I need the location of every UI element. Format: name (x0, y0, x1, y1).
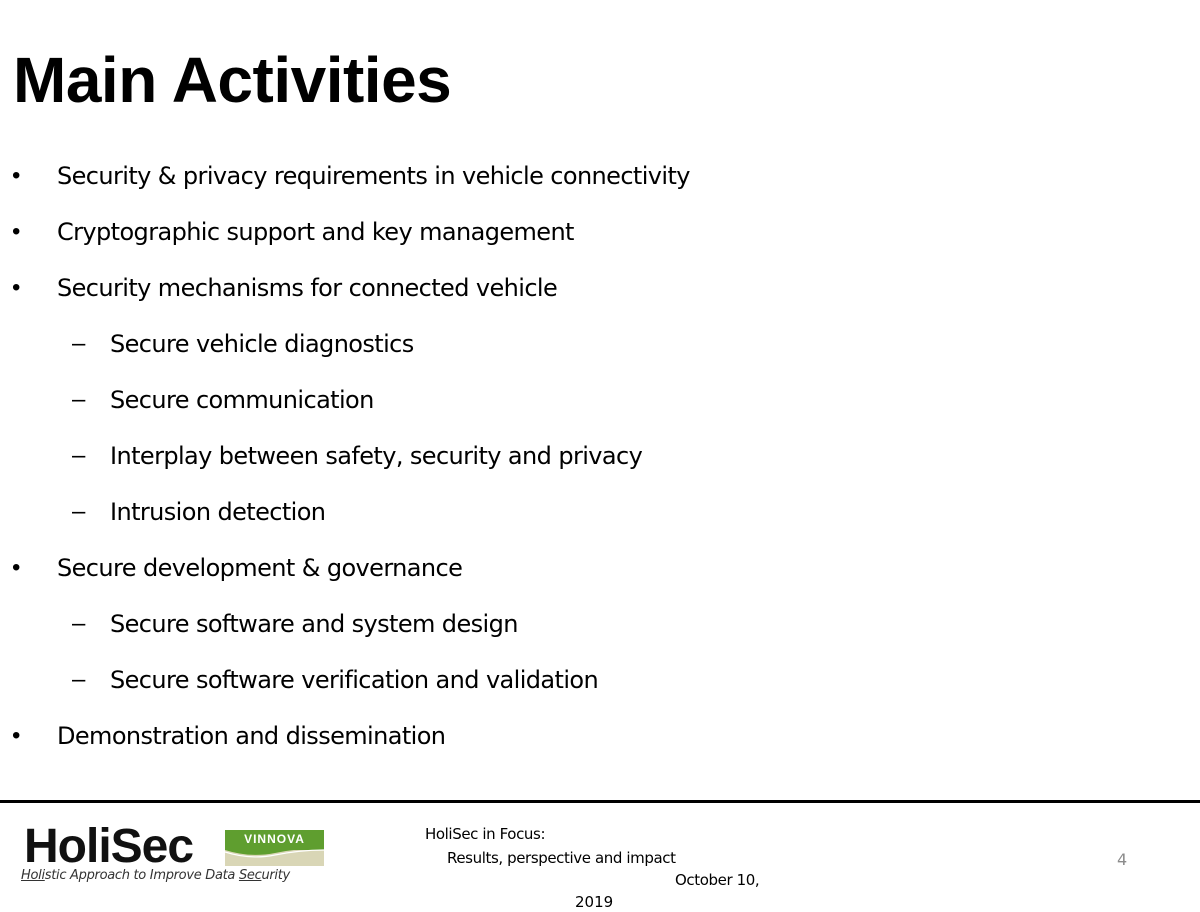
bullet-item (0, 204, 1200, 260)
footer-event-line2: Results, perspective and impact (447, 849, 676, 867)
footer-date: October 10, (675, 871, 760, 889)
vinnova-logo-wave (225, 844, 324, 866)
bullet-text: Security & privacy requirements in vehicle connectivity (57, 162, 690, 190)
bullet-item (0, 148, 1200, 204)
slide-title: Main Activities (13, 44, 452, 116)
en-dash-icon: – (72, 330, 85, 357)
footer-date-year: 2019 (575, 893, 614, 911)
sub-bullet-item (0, 428, 1200, 484)
bullet-text: Interplay between safety, security and privacy (110, 442, 643, 470)
page-number: 4 (1117, 850, 1128, 869)
en-dash-icon: – (72, 498, 85, 525)
tagline-part3: Sec (238, 868, 262, 883)
vinnova-logo-text: VINNOVA (244, 832, 305, 846)
sub-bullet-item (0, 596, 1200, 652)
footer-event-line1: HoliSec in Focus: (425, 825, 546, 843)
sub-bullet-item (0, 484, 1200, 540)
bullet-item (0, 540, 1200, 596)
tagline-part1: Holi (21, 868, 45, 883)
sub-bullet-item (0, 316, 1200, 372)
footer-event-text (425, 822, 676, 870)
bullet-item (0, 260, 1200, 316)
bullet-text: Intrusion detection (110, 498, 326, 526)
sub-bullet-item (0, 372, 1200, 428)
bullet-text: Secure vehicle diagnostics (110, 330, 414, 358)
en-dash-icon: – (72, 442, 85, 469)
bullet-text: Demonstration and dissemination (57, 722, 446, 750)
holisec-logo: HoliSec (24, 820, 194, 873)
bullet-text: Secure communication (110, 386, 374, 414)
bullet-text: Secure software and system design (110, 610, 518, 638)
tagline-part2: stic Approach to Improve Data (44, 868, 239, 883)
bullet-text: Secure development & governance (57, 554, 463, 582)
en-dash-icon: – (72, 610, 85, 637)
tagline-part4: urity (261, 868, 290, 883)
bullet-dot-icon: • (12, 722, 20, 749)
bullet-list (0, 148, 1200, 764)
bullet-text: Security mechanisms for connected vehicle (57, 274, 558, 302)
en-dash-icon: – (72, 386, 85, 413)
en-dash-icon: – (72, 666, 85, 693)
bullet-item (0, 708, 1200, 764)
bullet-dot-icon: • (12, 218, 20, 245)
sub-bullet-item (0, 652, 1200, 708)
project-tagline (21, 868, 290, 883)
bullet-dot-icon: • (12, 274, 20, 301)
vinnova-logo (225, 830, 324, 866)
bullet-text: Secure software verification and validation (110, 666, 599, 694)
bullet-dot-icon: • (12, 162, 20, 189)
bullet-dot-icon: • (12, 554, 20, 581)
footer-divider (0, 800, 1200, 803)
bullet-text: Cryptographic support and key management (57, 218, 574, 246)
